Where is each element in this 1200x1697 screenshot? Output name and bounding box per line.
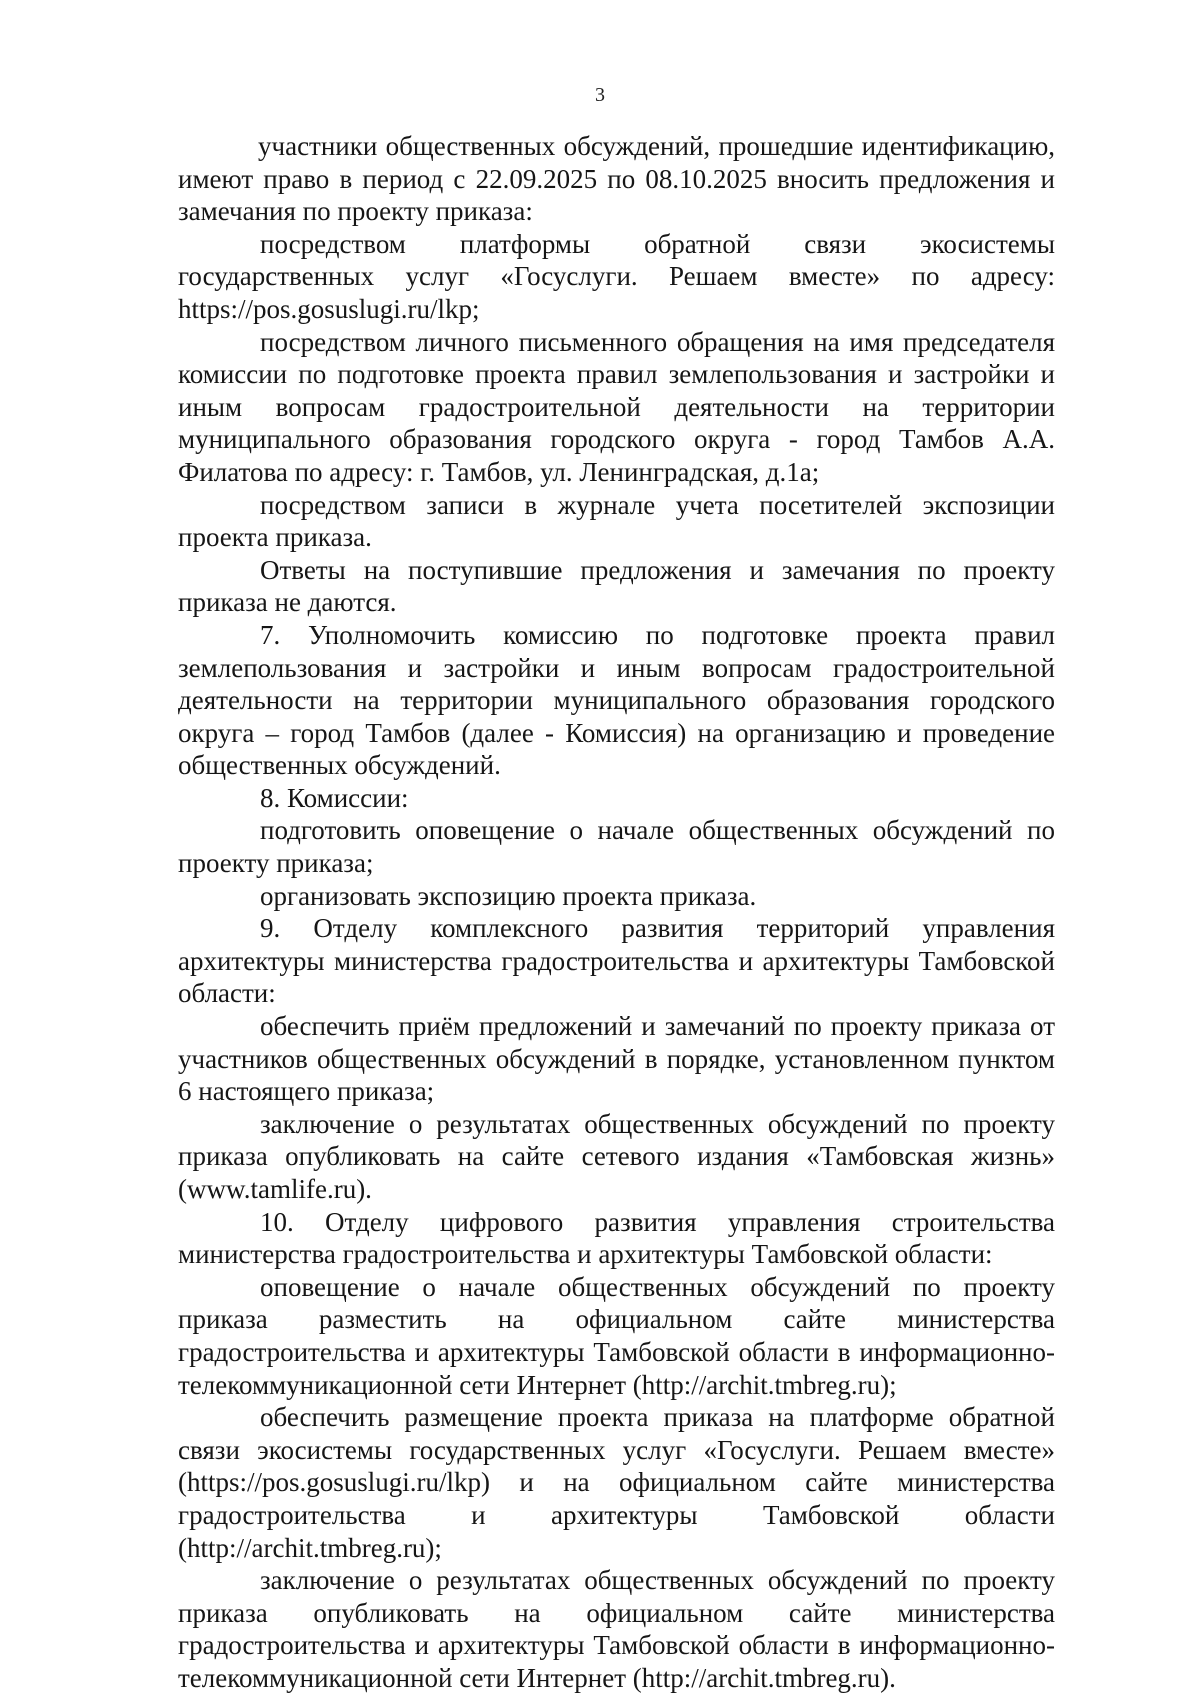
paragraph-written-appeal: посредством личного письменного обращения на имя председателя комиссии по подготовке проекта правил землепользования и застройки и иным вопросам градостроительной деятельности на территории муниципального образования городского округа - город Тамбов А.А. Филатова по адресу: г. Тамбов, ул. Ленинградская, д.1а; <box>178 326 1055 487</box>
paragraph-notice-official-site: оповещение о начале общественных обсуждений по проекту приказа разместить на официальном сайте министерства градостроительства и архитектуры Тамбовской области в информационно-телекоммуникационной сети Интернет (http://archit.tmbreg.ru); <box>178 1271 1055 1400</box>
paragraph-item-8: 8. Комиссии: <box>260 782 409 813</box>
paragraph-gosuslugi-platform: посредством платформы обратной связи экосистемы государственных услуг «Госуслуги. Решаем вместе» по адресу: https://pos.gosuslugi.ru/lkp; <box>178 228 1055 324</box>
paragraph-item-9: 9. Отделу комплексного развития территорий управления архитектуры министерства градостроительства и архитектуры Тамбовской области: <box>178 913 1055 1009</box>
paragraph-no-answers: Ответы на поступившие предложения и замечания по проекту приказа не даются. <box>178 554 1055 618</box>
paragraph-participants-rights: участники общественных обсуждений, прошедшие идентификацию, имеют право в период с 22.09.2025 по 08.10.2025 вносить предложения и замечания по проекту приказа: <box>178 131 1055 227</box>
paragraph-organize-exposition: организовать экспозицию проекта приказа. <box>260 880 757 911</box>
paragraph-ensure-reception: обеспечить приём предложений и замечаний по проекту приказа от участников общественных обсуждений в порядке, установленном пунктом 6 настоящего приказа; <box>178 1011 1055 1107</box>
page-number: 3 <box>595 84 605 106</box>
paragraph-item-10: 10. Отделу цифрового развития управления строительства министерства градостроительства и архитектуры Тамбовской области: <box>178 1206 1055 1270</box>
paragraph-item-7: 7. Уполномочить комиссию по подготовке проекта правил землепользования и застройки и иным вопросам градостроительной деятельности на территории муниципального образования городского округа – город Тамбов (далее - Комиссия) на организацию и проведение общественных обсуждений. <box>178 619 1055 781</box>
paragraph-prepare-notice: подготовить оповещение о начале общественных обсуждений по проекту приказа; <box>178 815 1055 879</box>
paragraph-publish-official-site: заключение о результатах общественных обсуждений по проекту приказа опубликовать на официальном сайте министерства градостроительства и архитектуры Тамбовской области в информационно-телекоммуникационной сети Интернет (http://archit.tmbreg.ru). <box>178 1565 1055 1693</box>
document-body <box>178 130 1055 1695</box>
paragraph-ensure-placement: обеспечить размещение проекта приказа на платформе обратной связи экосистемы государственных услуг «Госуслуги. Решаем вместе» (https://pos.gosuslugi.ru/lkp) и на официальном сайте министерства градостроительства и архитектуры Тамбовской области (http://archit.tmbreg.ru); <box>178 1402 1055 1563</box>
paragraph-publish-tamlife: заключение о результатах общественных обсуждений по проекту приказа опубликовать на сайте сетевого издания «Тамбовская жизнь» (www.tamlife.ru). <box>178 1108 1055 1204</box>
paragraph-visitor-log: посредством записи в журнале учета посетителей экспозиции проекта приказа. <box>178 489 1055 553</box>
